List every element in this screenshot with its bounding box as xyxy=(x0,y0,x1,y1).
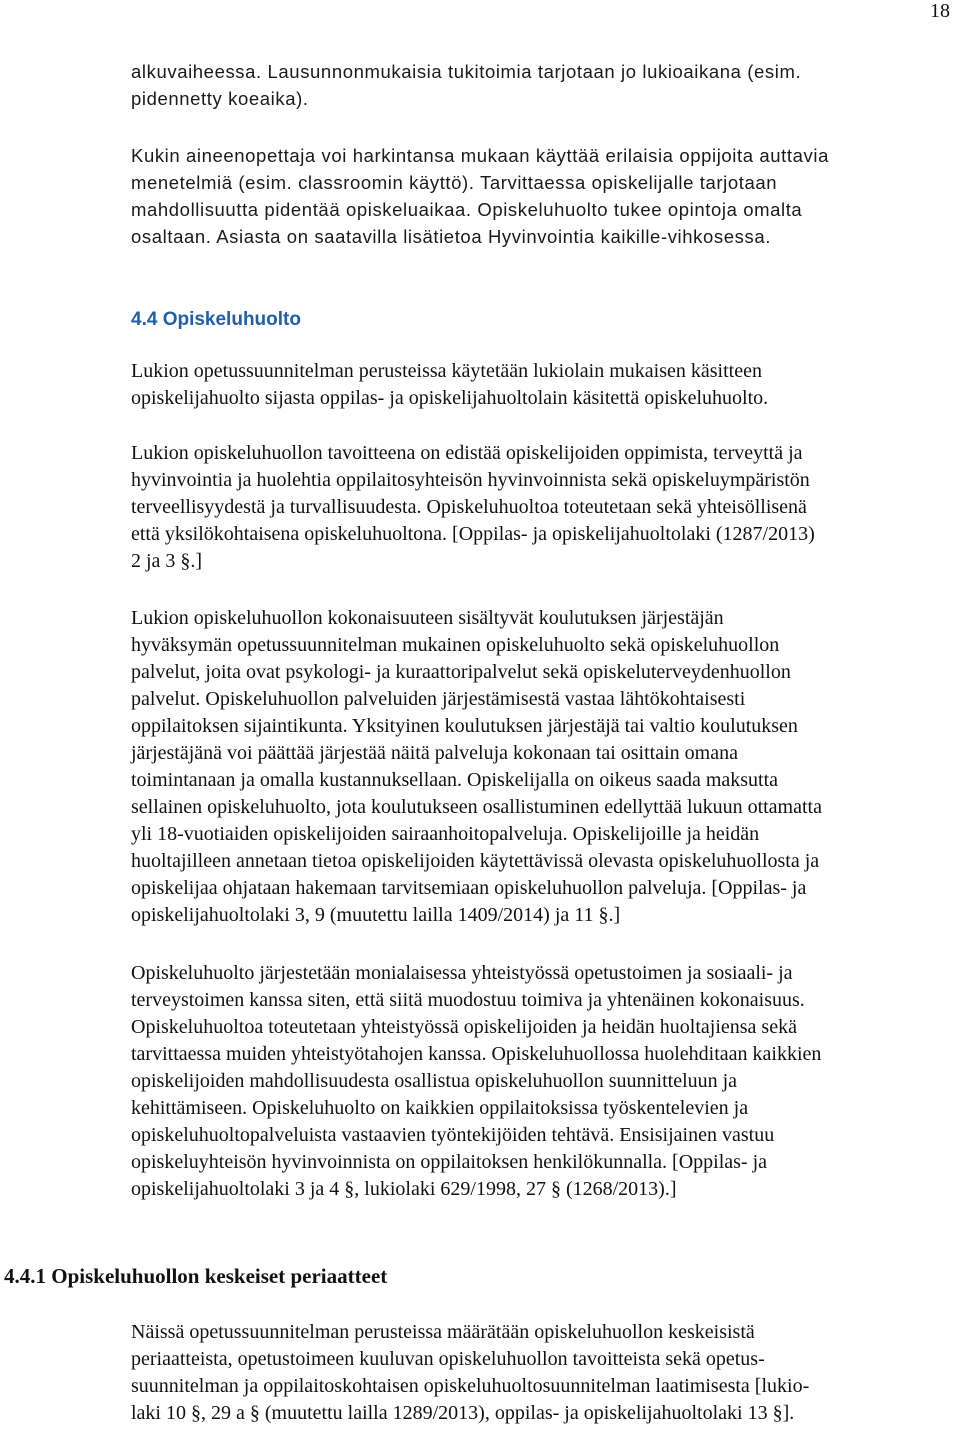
text-line: terveystoimen kanssa siten, että siitä muodostuu toimiva ja yhtenäinen kokonaisuus. xyxy=(131,989,805,1011)
text-line: huoltajilleen annetaan tietoa opiskelijoiden käytettävissä olevasta opiskeluhuollosta ja xyxy=(131,850,820,872)
text-line: Lukion opiskeluhuollon tavoitteena on edistää opiskelijoiden oppimista, terveyttä ja xyxy=(131,442,803,464)
text-line: Kukin aineenopettaja voi harkintansa mukaan käyttää erilaisia oppijoita auttavia xyxy=(131,145,829,166)
text-line: terveellisyydestä ja turvallisuudesta. Opiskeluhuoltoa toteutetaan sekä yhteisöllisenä xyxy=(131,496,807,518)
text-line: järjestäjänä voi päättää järjestää näitä palveluja kokonaan tai osittain omana xyxy=(131,742,738,764)
text-line: opiskelijahuoltolaki 3, 9 (muutettu lailla 1409/2014) ja 11 §.] xyxy=(131,904,621,926)
section-4-4-paragraph-4 xyxy=(131,960,957,1203)
text-line: tarvittaessa muiden yhteistyötahojen kanssa. Opiskeluhuollossa huolehditaan kaikkien xyxy=(131,1043,822,1065)
text-line: Näissä opetussuunnitelman perusteissa määrätään opiskeluhuollon keskeisistä xyxy=(131,1321,755,1343)
text-line: opiskelijahuolto sijasta oppilas- ja opiskelijahuoltolain käsitettä opiskeluhuolto. xyxy=(131,387,769,409)
text-line: 2 ja 3 §.] xyxy=(131,550,203,572)
text-line: hyväksymän opetussuunnitelman mukainen opiskeluhuolto sekä opiskeluhuollon xyxy=(131,634,780,656)
text-line: Lukion opetussuunnitelman perusteissa käytetään lukiolain mukaisen käsitteen xyxy=(131,360,762,382)
page-number: 18 xyxy=(930,0,950,22)
section-4-4-1-paragraph-1 xyxy=(131,1319,957,1427)
text-line: Lukion opiskeluhuollon kokonaisuuteen sisältyvät koulutuksen järjestäjän xyxy=(131,607,724,629)
section-4-4-paragraph-2 xyxy=(131,440,957,575)
text-line: opiskelijoiden mahdollisuudesta osallistua opiskeluhuollon suunnitteluun ja xyxy=(131,1070,738,1092)
text-line: periaatteista, opetustoimeen kuuluvan opiskeluhuollon tavoitteista sekä opetus- xyxy=(131,1348,765,1370)
text-line: laki 10 §, 29 a § (muutettu lailla 1289/2013), oppilas- ja opiskelijahuoltolaki 13 §]. xyxy=(131,1402,795,1424)
text-line: pidennetty koeaika). xyxy=(131,88,309,109)
text-line: sellainen opiskeluhuolto, jota koulutukseen osallistuminen edellyttää lukuun ottamatta xyxy=(131,796,822,818)
text-line: osaltaan. Asiasta on saatavilla lisätietoa Hyvinvointia kaikille-vihkosessa. xyxy=(131,226,771,247)
section-heading-4-4: 4.4 Opiskeluhuolto xyxy=(131,309,301,330)
text-line: menetelmiä (esim. classroomin käyttö). Tarvittaessa opiskelijalle tarjotaan xyxy=(131,172,778,193)
section-4-4-paragraph-1 xyxy=(131,358,957,412)
text-line: suunnitelman ja oppilaitoskohtaisen opiskeluhuoltosuunnitelman laatimisesta [lukio- xyxy=(131,1375,810,1397)
text-line: Opiskeluhuoltoa toteutetaan yhteistyössä opiskelijoiden ja heidän huoltajiensa sekä xyxy=(131,1016,797,1038)
text-line: opiskeluhuoltopalveluista vastaavien työntekijöiden tehtävä. Ensisijainen vastuu xyxy=(131,1124,775,1146)
text-line: yli 18-vuotiaiden opiskelijoiden sairaanhoitopalveluja. Opiskelijoille ja heidän xyxy=(131,823,760,845)
text-line: mahdollisuutta pidentää opiskeluaikaa. Opiskeluhuolto tukee opintoja omalta xyxy=(131,199,803,220)
section-heading-4-4-1: 4.4.1 Opiskeluhuollon keskeiset periaatteet xyxy=(4,1264,388,1288)
text-line: hyvinvointia ja huolehtia oppilaitosyhteisön hyvinvoinnista sekä opiskeluympäristön xyxy=(131,469,810,491)
text-line: toimintanaan ja omalla kustannuksellaan. Opiskelijalla on oikeus saada maksutta xyxy=(131,769,779,791)
text-line: alkuvaiheessa. Lausunnonmukaisia tukitoimia tarjotaan jo lukioaikana (esim. xyxy=(131,61,802,82)
text-line: oppilaitoksen sijaintikunta. Yksityinen koulutuksen järjestäjä tai valtio koulutuksen xyxy=(131,715,798,737)
text-line: opiskeluyhteisön hyvinvoinnista on oppilaitoksen henkilökunnalla. [Oppilas- ja xyxy=(131,1151,768,1173)
text-line: opiskelijahuoltolaki 3 ja 4 §, lukiolaki 629/1998, 27 § (1268/2013).] xyxy=(131,1178,677,1200)
section-4-4-paragraph-3 xyxy=(131,605,957,929)
intro-paragraph-2 xyxy=(131,142,957,250)
text-line: Opiskeluhuolto järjestetään monialaisessa yhteistyössä opetustoimen ja sosiaali- ja xyxy=(131,962,793,984)
text-line: palvelut. Opiskeluhuollon palveluiden järjestämisestä vastaa lähtökohtaisesti xyxy=(131,688,746,710)
text-line: kehittämiseen. Opiskeluhuolto on kaikkien oppilaitoksissa työskentelevien ja xyxy=(131,1097,749,1119)
text-line: palvelut, joita ovat psykologi- ja kuraattoripalvelut sekä opiskeluterveydenhuollon xyxy=(131,661,791,683)
text-line: opiskelijaa ohjataan hakemaan tarvitsemiaan opiskeluhuollon palveluja. [Oppilas- ja xyxy=(131,877,807,899)
text-line: että yksilökohtaisena opiskeluhuoltona. [Oppilas- ja opiskelijahuoltolaki (1287/2013) xyxy=(131,523,815,545)
intro-paragraph-1 xyxy=(131,58,957,112)
